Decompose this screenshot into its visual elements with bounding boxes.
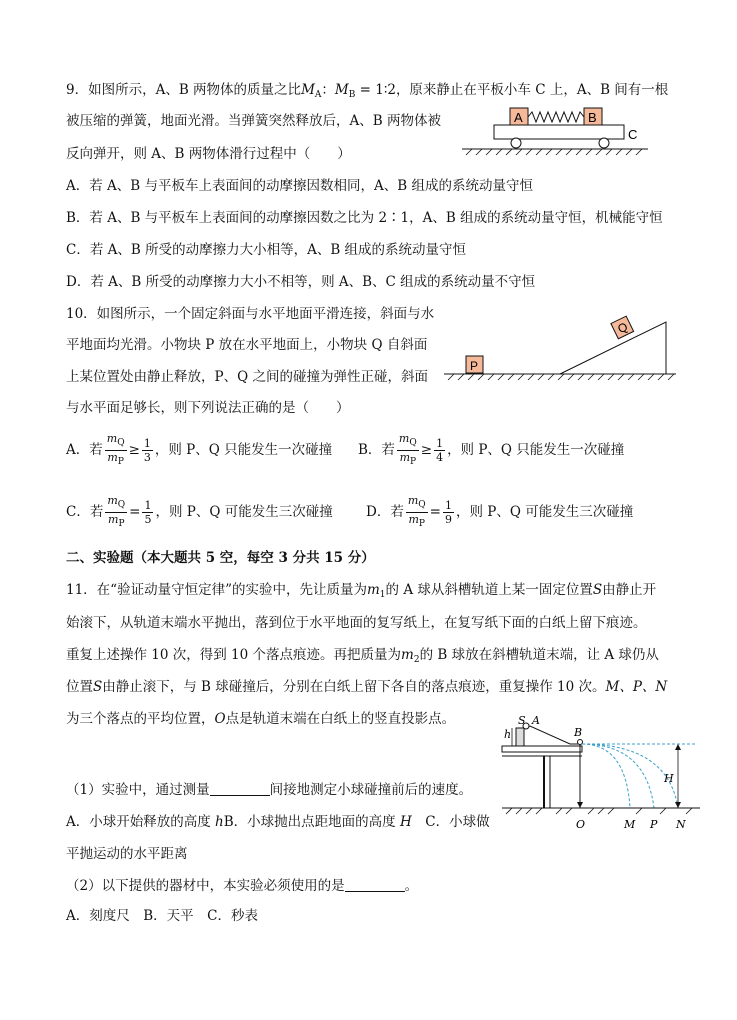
label-p: P — [470, 359, 479, 373]
frac-value: $\frac{1}{4}$ — [436, 437, 444, 464]
q9-text: 9．如图所示，A、B 两物体的质量之比 — [66, 82, 302, 98]
sub-b: B — [348, 90, 356, 100]
q11-line1: 11．在“验证动量守恒定律”的实验中，先让质量为$m_1$的 A 球从斜槽轨道上某一固定位置S由静止开 — [66, 582, 657, 600]
ramp-support — [516, 728, 524, 746]
section-title: 二、实验题（本大题共 5 空，每空 3 分共 15 分） — [66, 550, 375, 566]
frac-value: $\frac{1}{3}$ — [143, 437, 151, 464]
label-m: M — [624, 818, 636, 831]
q9-line1 — [66, 80, 668, 105]
q10-option-c: C．若 $\frac{m_Q}{m_P}$ = $\frac{1}{5}$ ，则 P、Q 可能发生三次碰撞 — [66, 494, 333, 529]
frac-mq-mp: $\frac{m_Q}{m_P}$ — [398, 432, 417, 467]
q9-cart-figure — [460, 105, 650, 157]
wheel-left — [511, 138, 521, 148]
q11-line2: 始滚下，从轨道末端水平抛出，落到位于水平地面的复写纸上，在复写纸下面的白纸上留下痕迹。 — [66, 615, 647, 631]
label-n: N — [676, 818, 686, 831]
label-s: S — [518, 716, 526, 727]
ratio-value: = 1∶2 — [355, 82, 396, 98]
ratio-sep: ： — [321, 82, 335, 98]
label-c: C — [628, 127, 638, 142]
spring — [528, 112, 584, 122]
block-q-group — [611, 316, 634, 339]
q11-sub2-options: A．刻度尺 B．天平 C．秒表 — [66, 908, 258, 924]
q10-option-a: A．若 $\frac{m_Q}{m_P}$ ≥ $\frac{1}{3}$ ，则 P、Q 只能发生一次碰撞 — [66, 432, 333, 467]
label-b: B — [588, 110, 597, 125]
q9-option-c: C．若 A、B 所受的动摩擦力大小相等，A、B 组成的系统动量守恒 — [66, 242, 467, 258]
q9-option-d: D．若 A、B 所受的动摩擦力大小不相等，则 A、B、C 组成的系统动量不守恒 — [66, 274, 536, 290]
frac-value: $\frac{1}{5}$ — [144, 499, 152, 526]
q11-line3: 重复上述操作 10 次，得到 10 个落点痕迹。再把质量为$m_2$的 B 球放在斜槽轨道末端，让 A 球仍从 — [66, 647, 659, 665]
sub-a: A — [314, 90, 322, 100]
q10-option-d: D．若 $\frac{m_Q}{m_P}$ = $\frac{1}{9}$ ，则 P、Q 可能发生三次碰撞 — [366, 494, 634, 529]
label-o: O — [576, 818, 586, 831]
q10-line2: 平地面均光滑。小物块 P 放在水平地面上，小物块 Q 自斜面 — [66, 337, 428, 353]
wheel-right — [599, 138, 609, 148]
q11-experiment-figure — [496, 716, 706, 834]
drop-arrow — [577, 802, 583, 808]
answer-blank-2[interactable] — [345, 877, 405, 892]
ball-b — [578, 740, 583, 745]
label-b: B — [574, 726, 583, 739]
label-p: P — [650, 818, 658, 831]
q9-option-b: B．若 A、B 与平板车上表面间的动摩擦因数之比为 2∶1，A、B 组成的系统动量守恒，机械能守恒 — [66, 210, 663, 226]
q10-incline-figure — [440, 312, 680, 382]
frac-value: $\frac{1}{9}$ — [444, 499, 452, 526]
q11-sub1: （1）实验中，通过测量 间接地测定小球碰撞前后的速度。 — [66, 782, 473, 798]
q9-text: ，原来静止在平板小车 C 上，A、B 间有一根 — [395, 82, 669, 98]
q11-sub1-options-cont: 平抛运动的水平距离 — [66, 846, 188, 862]
q10-line4: 与水平面足够长，则下列说法正确的是（ ） — [66, 400, 350, 416]
q10-line3: 上某位置处由静止释放，P、Q 之间的碰撞为弹性正碰，斜面 — [66, 369, 428, 385]
ground-hatch — [466, 149, 642, 155]
label-H: H — [664, 772, 674, 785]
label-h: h — [504, 728, 512, 741]
table-top — [502, 746, 582, 752]
q9-line2: 被压缩的弹簧，地面光滑。当弹簧突然释放后，A、B 两物体被 — [66, 113, 441, 129]
q9-line3: 反向弹开，则 A、B 两物体滑行过程中（ ） — [66, 146, 351, 162]
var-ma: M — [301, 82, 315, 98]
ground-hatch — [448, 374, 674, 380]
frac-mq-mp: $\frac{m_Q}{m_P}$ — [407, 494, 426, 529]
q10-line1: 10．如图所示，一个固定斜面与水平地面平滑连接，斜面与水 — [66, 306, 435, 322]
answer-blank-1[interactable] — [210, 781, 270, 796]
q9-option-a: A．若 A、B 与平板车上表面间的动摩擦因数相同，A、B 组成的系统动量守恒 — [66, 178, 533, 194]
H-arrow-bottom — [675, 802, 681, 808]
var-mb: M — [334, 82, 349, 98]
incline — [560, 319, 666, 374]
q10-option-b: B．若 $\frac{m_Q}{m_P}$ ≥ $\frac{1}{4}$ ，则 P、Q 只能发生一次碰撞 — [358, 432, 625, 467]
frac-mq-mp: $\frac{m_Q}{m_P}$ — [106, 432, 125, 467]
ramp — [520, 726, 583, 746]
label-q: Q — [615, 319, 630, 337]
ground-hatch — [506, 808, 692, 814]
frac-mq-mp: $\frac{m_Q}{m_P}$ — [107, 494, 126, 529]
label-a: A — [514, 110, 523, 125]
q11-line5: 为三个落点的平均位置，O点是轨道末端在白纸上的竖直投影点。 — [66, 711, 456, 727]
q11-line4: 位置S由静止滚下，与 B 球碰撞后，分别在白纸上留下各自的落点痕迹，重复操作 10 次。M、P、N — [66, 679, 668, 695]
q11-sub1-options: A．小球开始释放的高度 hB．小球抛出点距地面的高度 H C．小球做 — [66, 814, 490, 830]
trajectory-p — [582, 744, 654, 808]
H-arrow-top — [675, 744, 681, 750]
label-a: A — [532, 716, 540, 727]
q11-sub2: （2）以下提供的器材中，本实验必须使用的是 。 — [66, 878, 419, 894]
cart-board — [494, 125, 624, 139]
